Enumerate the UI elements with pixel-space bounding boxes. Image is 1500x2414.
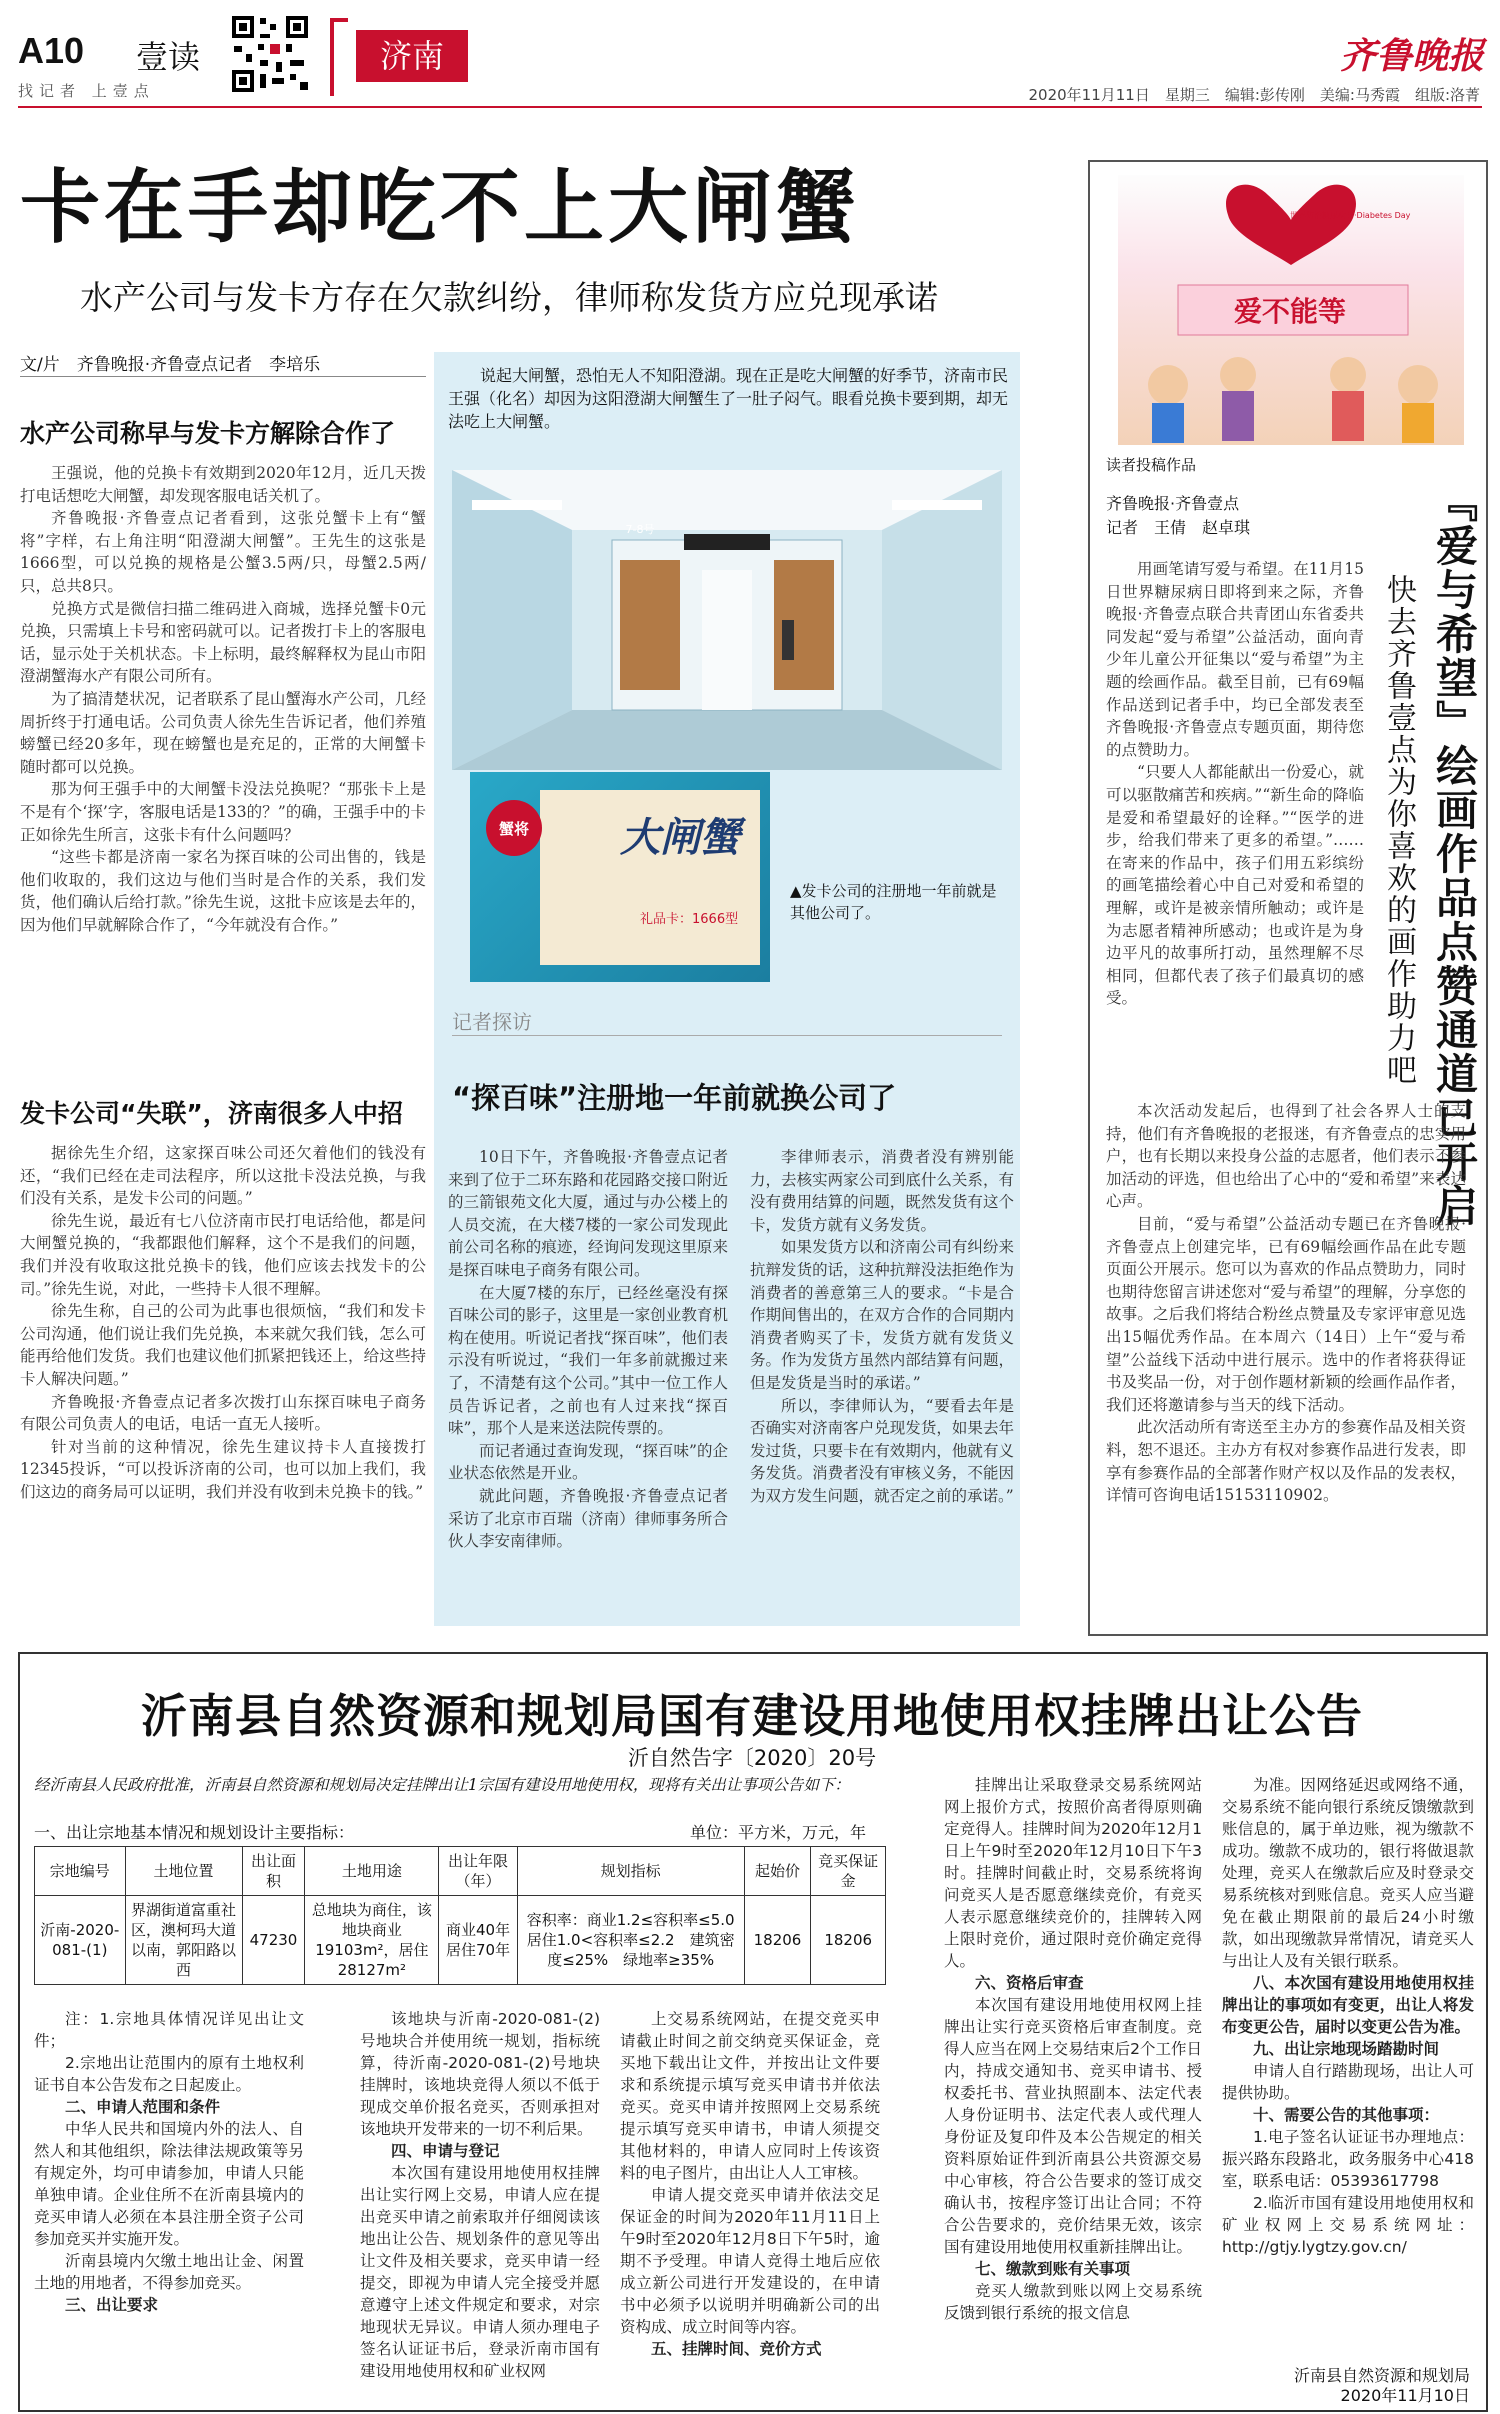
table-header: 土地位置 bbox=[125, 1847, 242, 1896]
right-subtitle: 快去齐鲁壹点为你喜欢的画作助力吧 bbox=[1381, 574, 1416, 1086]
paragraph: 此次活动所有寄送至主办方的参赛作品及相关资料，恕不退还。主办方有权对参赛作品进行发表，即享有参赛作品的全部著作财产权以及作品的发表权，详情可咨询电话15153110902。 bbox=[1106, 1418, 1466, 1505]
artwork-logo: 世界防治糖尿病日·Diabetes Day bbox=[1290, 211, 1411, 220]
page-number: A10 bbox=[18, 30, 85, 71]
table-header-row bbox=[35, 1847, 886, 1896]
paragraph: 目前，“爱与希望”公益活动专题已在齐鲁晚报·齐鲁壹点上创建完毕，已有69幅绘画作品在此专题页面公开展示。您可以为喜欢的作品点赞助力，同时也期待您留言讲述您对“爱与希望”的理解，分享您的故事。之后我们将结合粉丝点赞量及专家评审意见选出15幅优秀作品。在本周六（14日）上午“爱与希望”公益线下活动中进行展示。选中的作者将获得证书及奖品一份，对于创作题材新颖的绘画作品作者，我们还将邀请参与当天的线下活动。 bbox=[1106, 1214, 1466, 1414]
photo-caption: ▲发卡公司的注册地一年前就是其他公司了。 bbox=[790, 882, 997, 922]
paragraph: “这些卡都是济南一家名为探百味的公司出售的，钱是他们收取的，我们这边与他们当时是合作的关系，我们发货，他们确认后给打款。”徐先生说，这批卡应该是去年的，因为他们早就解除合作了，“今年就没有合作。” bbox=[20, 848, 426, 934]
lead-paragraph: 说起大闸蟹，恐怕无人不知阳澄湖。现在正是吃大闸蟹的好季节，济南市民王强（化名）却因为这阳澄湖大闸蟹生了一肚子闷气。眼看兑换卡要到期，却无法吃上大闸蟹。 bbox=[448, 366, 1009, 431]
region-tag: 济南 bbox=[356, 30, 468, 82]
office-photo bbox=[452, 470, 1002, 770]
table-cell: 沂南-2020-081-(1) bbox=[35, 1896, 126, 1985]
paragraph: 中华人民共和国境内外的法人、自然人和其他组织，除法律法规政策等另有规定外，均可申请参加，申请人只能单独申请。企业住所不在沂南县境内的竞买申请人必须在本县注册全资子公司参加竞买并实施开发。 bbox=[34, 2120, 304, 2248]
paragraph: 所以，李律师认为，“要看去年是否确实对济南客户兑现发货，如果去年发过货，只要卡在有效期内，他就有义务发货。消费者没有审核义务，不能因为双方发生问题，就否定之前的承诺。” bbox=[750, 1396, 1014, 1505]
table-header: 起始价 bbox=[744, 1847, 811, 1896]
paragraph: 齐鲁晚报·齐鲁壹点记者多次拨打山东探百味电子商务有限公司负责人的电话，电话一直无人接听。 bbox=[20, 1392, 426, 1434]
paragraph: 本次国有建设用地使用权挂牌出让实行网上交易，申请人应在提出竞买申请之前索取并仔细阅读该地出让公告、规划条件的意见等出让文件及相关要求，竞买申请一经提交，即视为申请人完全接受并愿意遵守上述文件规定和要求，对宗地现状无异议。申请人须办理电子签名认证证书后，登录沂南市国有建设用地使用权和矿业权网 bbox=[360, 2164, 600, 2380]
notice-heading: 二、申请人范围和条件 bbox=[65, 2098, 221, 2116]
notice-sign-date: 2020年11月10日 bbox=[1340, 2386, 1470, 2405]
notice-heading: 四、申请与登记 bbox=[391, 2142, 500, 2160]
notice-section-1: 一、出让宗地基本情况和规划设计主要指标： bbox=[34, 1823, 355, 1842]
notice-heading: 八、本次国有建设用地使用权挂牌出让的事项如有变更，出让人将发布变更公告，届时以变更公告为准。 bbox=[1222, 1974, 1474, 2036]
header-divider bbox=[18, 106, 1482, 108]
paragraph: 2.临沂市国有建设用地使用权和矿业权网上交易系统网址：http://gtjy.lygtzy.gov.cn/ bbox=[1222, 2194, 1474, 2256]
table-cell: 界湖街道富重社区，澳柯玛大道以南，郭阳路以西 bbox=[125, 1896, 242, 1985]
right-title: 『爱与希望』绘画作品点赞通道已开启 bbox=[1430, 480, 1479, 1228]
paragraph: 该地块与沂南-2020-081-(2)号地块合并使用统一规划，指标统算，待沂南-2020-081-(2)号地块挂牌时，该地块竞得人须以不低于现成交单价报名竞买，否则承担对该地块开发带来的一切不利后果。 bbox=[360, 2010, 600, 2138]
left-body-1 bbox=[20, 462, 426, 936]
table-cell: 总地块为商住，该地块商业19103m²，居住28127m² bbox=[305, 1896, 439, 1985]
paragraph: 上交易系统网站，在提交竞买申请截止时间之前交纳竞买保证金，竞买地下载出让文件，并按出让文件要求和系统提示填写竞买申请书并依法竞买。竞买申请并按照网上交易系统提示填写竞买申请书，申请人须提交其他材料的，申请人应同时上传该资料的电子图片，由出让人人工审核。 bbox=[620, 2010, 880, 2182]
right-body-1 bbox=[1106, 558, 1364, 1010]
paragraph: 在大厦7楼的东厅，已经丝毫没有探百味公司的影子，这里是一家创业教育机构在使用。听说记者找“探百味”，他们表示没有听说过，“我们一年多前就搬过来了，不清楚有这个公司。”其中一位工作人员告诉记者，之前也有人过来找“探百味”，那个人是来送法院传票的。 bbox=[448, 1283, 728, 1438]
table-header: 出让年限（年） bbox=[439, 1847, 517, 1896]
paragraph: 据徐先生介绍，这家探百味公司还欠着他们的钱没有还，“我们已经在走司法程序，所以这批卡没法兑换，与我们没有关系，是发卡公司的问题。” bbox=[20, 1144, 426, 1208]
notice-heading: 十、需要公告的其他事项： bbox=[1253, 2106, 1440, 2124]
notice-unit: 单位：平方米，万元，年 bbox=[690, 1823, 867, 1842]
table-header: 规划指标 bbox=[517, 1847, 744, 1896]
notice-signature bbox=[1260, 2366, 1470, 2406]
main-headline: 卡在手却吃不上大闸蟹 bbox=[20, 161, 860, 254]
paragraph: 那为何王强手中的大闸蟹卡没法兑换呢？“那张卡上是不是有个‘探’字，客服电话是133的？”的确，王强手中的卡正如徐先生所言，这张卡有什么问题吗？ bbox=[20, 780, 426, 844]
right-byline-names: 记者 王倩 赵卓琪 bbox=[1106, 518, 1251, 537]
table-cell: 商业40年居住70年 bbox=[439, 1896, 517, 1985]
table-header: 土地用途 bbox=[305, 1847, 439, 1896]
notice-col-3 bbox=[620, 2008, 880, 2360]
section-heading-1: 水产公司称早与发卡方解除合作了 bbox=[20, 419, 396, 448]
notice-col-5 bbox=[1222, 1774, 1474, 2258]
right-body-2 bbox=[1106, 1100, 1466, 1507]
artwork-title: 爱不能等 bbox=[1233, 295, 1346, 328]
paragraph: 本次活动发起后，也得到了社会各界人士的支持，他们有齐鲁晚报的老报迷，有齐鲁壹点的忠实用户，也有长期以来投身公益的志愿者，他们表示不参加活动的评选，但也给出了心中的“爱和希望”来表达心声。 bbox=[1106, 1102, 1466, 1211]
right-byline-org: 齐鲁晚报·齐鲁壹点 bbox=[1106, 494, 1240, 513]
right-byline bbox=[1106, 492, 1250, 540]
paragraph: 挂牌出让采取登录交易系统网站网上报价方式，按照价高者得原则确定竞得人。挂牌时间为2020年12月1日上午9时至2020年12月10日下午3时。挂牌时间截止时，交易系统将询问竞买人是否愿意继续竞价，有竞买人表示愿意继续竞价的，挂牌转入网上限时竞价，通过限时竞价确定竞得人。 bbox=[944, 1776, 1202, 1970]
table-header: 出让面积 bbox=[242, 1847, 305, 1896]
byline-rule bbox=[20, 376, 426, 377]
paragraph: 本次国有建设用地使用权网上挂牌出让实行竞买资格后审查制度。竞得人应当在网上交易结束后2个工作日内，持成交通知书、竞买申请书、授权委托书、营业执照副本、法定代表人身份证明书、法定代表人或代理人身份证及复印件及本公告规定的相关资料原始证件到沂南县公共资源交易中心审核，符合公告要求的签订成交确认书，按程序签订出让合同；不符合公告要求的，竞价结果无效，该宗国有建设用地使用权重新挂牌出让。 bbox=[944, 1996, 1202, 2256]
paragraph: 1.电子签名认证证书办理地点：振兴路东段路北，政务服务中心418室，联系电话：05393617798 bbox=[1222, 2128, 1474, 2190]
land-table bbox=[34, 1846, 886, 1985]
paragraph: 用画笔请写爱与希望。在11月15日世界糖尿病日即将到来之际，齐鲁晚报·齐鲁壹点联合共青团山东省委共同发起“爱与希望”公益活动，面向青少年儿童公开征集以“爱与希望”为主题的绘画作品。截至目前，已有69幅作品送到记者手中，均已全部发表至齐鲁晚报·齐鲁壹点专题页面，期待您的点赞助力。 bbox=[1106, 560, 1364, 759]
notice-col-4 bbox=[944, 1774, 1202, 2324]
center-headline: “探百味”注册地一年前就换公司了 bbox=[452, 1081, 897, 1115]
paragraph: 申请人提交竞买申请并依法交足保证金的时间为2020年11月11日上午9时至2020年12月8日下午5时，逾期不予受理。申请人竞得土地后应依成立新公司进行开发建设的，在申请书中必须予以说明并明确新公司的出资构成、成立时间等内容。 bbox=[620, 2186, 880, 2336]
paragraph: 沂南县境内欠缴土地出让金、闲置土地的用地者，不得参加竞买。 bbox=[34, 2252, 304, 2292]
notice-col-2 bbox=[360, 2008, 600, 2382]
table-header: 宗地编号 bbox=[35, 1847, 126, 1896]
table-cell: 47230 bbox=[242, 1896, 305, 1985]
artwork-caption: 读者投稿作品 bbox=[1106, 456, 1197, 474]
section-name: 壹读 bbox=[136, 38, 201, 76]
qr-code-icon[interactable] bbox=[230, 14, 310, 94]
door-sign: 7-8号 bbox=[625, 523, 655, 536]
paragraph: 为了搞清楚状况，记者联系了昆山蟹海水产公司，几经周折终于打通电话。公司负责人徐先生告诉记者，他们养殖螃蟹已经20多年，现在螃蟹也是充足的，正常的大闸蟹卡随时都可以兑换。 bbox=[20, 689, 426, 776]
paragraph: 注：1.宗地具体情况详见出让文件； bbox=[34, 2010, 304, 2050]
notice-heading: 七、缴款到账有关事项 bbox=[975, 2260, 1131, 2278]
paragraph: 2.宗地出让范围内的原有土地权利证书自本公告发布之日起废止。 bbox=[34, 2054, 304, 2094]
paragraph: 而记者通过查询发现，“探百味”的企业状态依然是开业。 bbox=[448, 1441, 728, 1483]
reporter-visit-label: 记者探访 bbox=[452, 1006, 1002, 1036]
section-slogan: 找记者 上壹点 bbox=[18, 82, 155, 100]
table-row bbox=[35, 1896, 886, 1985]
paragraph: 就此问题，齐鲁晚报·齐鲁壹点记者采访了北京市百瑞（济南）律师事务所合伙人李安南律师。 bbox=[448, 1486, 728, 1551]
paragraph: 王强说，他的兑换卡有效期到2020年12月，近几天拨打电话想吃大闸蟹，却发现客服电话关机了。 bbox=[20, 464, 426, 505]
main-subhead: 水产公司与发卡方存在欠款纠纷，律师称发货方应兑现承诺 bbox=[80, 278, 938, 317]
newspaper-logo: 齐鲁晚报 bbox=[1340, 35, 1485, 77]
paragraph: 李律师表示，消费者没有辨别能力，去核实两家公司到底什么关系，有没有费用结算的问题，既然发货有这个卡，发货方就有义务发货。 bbox=[750, 1148, 1014, 1234]
notice-sign-org: 沂南县自然资源和规划局 bbox=[1293, 2366, 1470, 2385]
issue-meta: 2020年11月11日 星期三 编辑:彭传刚 美编:马秀霞 组版:洛菁 bbox=[1028, 86, 1480, 104]
notice-col-1 bbox=[34, 2008, 304, 2316]
paragraph: 徐先生说，最近有七八位济南市民打电话给他，都是问大闸蟹兑换的，“我都跟他们解释，这个不是我们的问题，我们并没有收取这批兑换卡的钱，他们应该去找发卡的公司。”徐先生说，对此，一些持卡人很不理解。 bbox=[20, 1211, 426, 1298]
notice-title: 沂南县自然资源和规划局国有建设用地使用权挂牌出让公告 bbox=[141, 1689, 1363, 1743]
notice-intro: 经沂南县人民政府批准，沂南县自然资源和规划局决定挂牌出让1宗国有建设用地使用权，现将有关出让事项公告如下： bbox=[34, 1776, 850, 1794]
paragraph: 竞买人缴款到账以网上交易系统反馈到银行系统的报文信息 bbox=[944, 2282, 1202, 2322]
table-header: 竞买保证金 bbox=[811, 1847, 886, 1896]
center-body-col2 bbox=[750, 1146, 1014, 1508]
main-byline: 文/片 齐鲁晚报·齐鲁壹点记者 李培乐 bbox=[20, 355, 321, 375]
paragraph: 齐鲁晚报·齐鲁壹点记者看到，这张兑蟹卡上有“蟹将”字样，右上角注明“阳澄湖大闸蟹”。王先生的这张是1666型，可以兑换的规格是公蟹3.5两/只，母蟹2.5两/只，总共8只。 bbox=[20, 509, 426, 595]
paragraph: 10日下午，齐鲁晚报·齐鲁壹点记者来到了位于二环东路和花园路交接口附近的三箭银苑文化大厦，通过与办公楼上的人员交流，在大楼7楼的一家公司发现此前公司名称的痕迹，经询问发现这里原来是探百味电子商务有限公司。 bbox=[448, 1148, 728, 1279]
paragraph: “只要人人都能献出一份爱心，就可以驱散痛苦和疾病。”“新生命的降临是爱和希望最好的诠释。”“医学的进步，给我们带来了更多的希望。”……在寄来的作品中，孩子们用五彩缤纷的画笔描绘着心中自己对爱和希望的理解，或许是被亲情所触动；或许是为志愿者精神所感动；也或许是为身边平凡的故事所打动，虽然理解不尽相同，但都代表了孩子们最真切的感受。 bbox=[1106, 763, 1364, 1008]
paragraph: 针对当前的这种情况，徐先生建议持卡人直接拨打12345投诉，“可以投诉济南的公司，也可以加上我们，我们这边的商务局可以证明，我们并没有收到未兑换卡的钱。” bbox=[20, 1437, 426, 1501]
table-cell: 容积率：商业1.2≤容积率≤5.0居住1.0<容积率≤2.2 建筑密度≤25% 绿地率≥35% bbox=[517, 1896, 744, 1985]
card-price: 礼品卡：1666型 bbox=[640, 912, 739, 927]
tag-bracket bbox=[330, 18, 348, 96]
card-title: 大闸蟹 bbox=[620, 814, 740, 861]
notice-number: 沂自然告字〔2020〕20号 bbox=[627, 1746, 877, 1770]
paragraph: 申请人自行踏勘现场，出让人可提供协助。 bbox=[1222, 2062, 1474, 2102]
notice-heading: 九、出让宗地现场踏勘时间 bbox=[1253, 2040, 1440, 2058]
notice-heading: 三、出让要求 bbox=[65, 2296, 159, 2314]
table-cell: 18206 bbox=[744, 1896, 811, 1985]
notice-heading: 五、挂牌时间、竞价方式 bbox=[651, 2340, 822, 2358]
paragraph: 徐先生称，自己的公司为此事也很烦恼，“我们和发卡公司沟通，他们说让我们先兑换，本来就欠我们钱，怎么可能再给他们发货。我们也建议他们抓紧把钱还上，给这些持卡人解决问题。” bbox=[20, 1302, 426, 1388]
notice-heading: 六、资格后审查 bbox=[975, 1974, 1084, 1992]
left-body-2 bbox=[20, 1142, 426, 1504]
section-heading-2: 发卡公司“失联”，济南很多人中招 bbox=[20, 1099, 403, 1128]
center-body-col1 bbox=[448, 1146, 728, 1553]
paragraph: 兑换方式是微信扫描二维码进入商城，选择兑蟹卡0元兑换，只需填上卡号和密码就可以。记者拨打卡上的客服电话，显示处于关机状态。卡上标明，最终解释权为昆山市阳澄湖蟹海水产有限公司所有。 bbox=[20, 599, 426, 686]
table-cell: 18206 bbox=[811, 1896, 886, 1985]
paragraph: 为准。因网络延迟或网络不通，交易系统不能向银行系统反馈缴款到账信息的，属于单边账，视为缴款不成功。缴款不成功的，银行将做退款处理，竞买人在缴款后应及时登录交易系统核对到账信息。竞买人应当避免在截止期限前的最后24小时缴款，如出现缴款异常情况，请竞买人与出让人及有关银行联系。 bbox=[1222, 1776, 1474, 1970]
card-brand: 蟹将 bbox=[498, 820, 529, 838]
paragraph: 如果发货方以和济南公司有纠纷来抗辩发货的话，这种抗辩没法拒绝作为消费者的善意第三人的要求。“卡是合作期间售出的，在双方合作的合同期内消费者购买了卡，发货方就有发货义务。作为发货方虽然内部结算有问题，但是发货是当时的承诺。” bbox=[750, 1238, 1014, 1392]
